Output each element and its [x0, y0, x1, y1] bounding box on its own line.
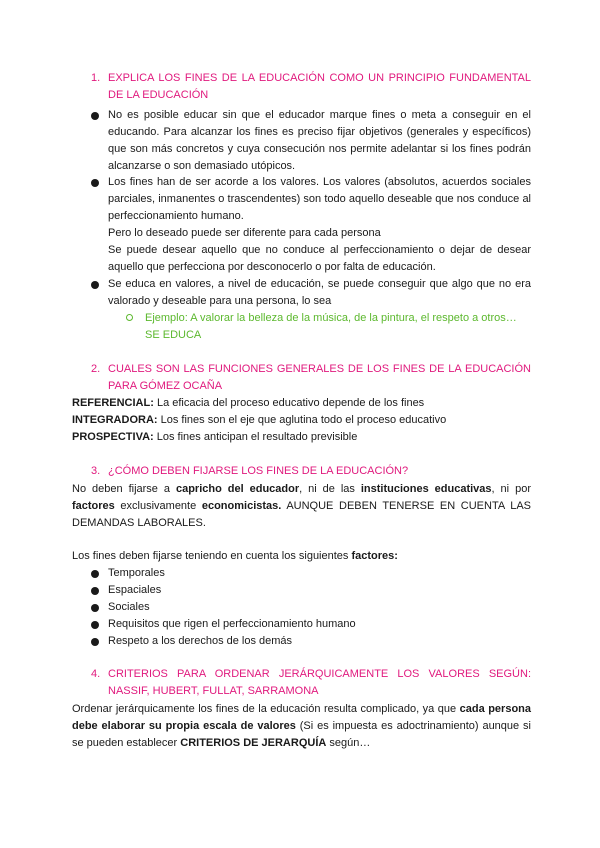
function-label: REFERENCIAL: — [72, 397, 154, 409]
section-1-example: Ejemplo: A valorar la belleza de la música, de la pintura, el respeto a otros… SE EDUCA — [145, 312, 517, 341]
section-1-heading — [91, 70, 531, 104]
section-1-line-b: Se puede desear aquello que no conduce al perfeccionamiento o dejar de desear aquello que perfecciona por desconocerlo o por falta de educación. — [108, 244, 531, 273]
sub-bullet-icon — [126, 314, 133, 321]
function-label: PROSPECTIVA: — [72, 431, 154, 443]
factor-item: Respeto a los derechos de los demás — [108, 635, 293, 647]
text-run: , ni de las — [299, 483, 361, 495]
function-text: Los fines son el eje que aglutina todo el proceso educativo — [157, 414, 447, 426]
text-run-bold: capricho del educador — [175, 483, 300, 495]
factor-item: Requisitos que rigen el perfeccionamiento humano — [108, 618, 356, 630]
function-referencial — [72, 395, 532, 412]
bullet-icon — [91, 570, 99, 578]
text-run-bold: instituciones educativas — [360, 483, 492, 495]
section-3-heading — [91, 463, 531, 480]
text-run-bold: factores — [72, 500, 115, 512]
section-2-title: CUALES SON LAS FUNCIONES GENERALES DE LOS FINES DE LA EDUCACIÓN PARA GÓMEZ OCAÑA — [108, 363, 531, 392]
section-4-number: 4. — [91, 668, 101, 680]
bullet-icon — [91, 587, 99, 595]
section-1-bullet-2: Los fines han de ser acorde a los valores. Los valores (absolutos, acuerdos sociales parciales, inmanentes o trascendentes) son todo aquello deseable que nos conduce al perfeccionamiento humano. — [108, 176, 531, 222]
text-run-bold: cada persona debe elaborar su propia escala de valores — [72, 703, 532, 732]
text-run-bold: CRITERIOS DE JERARQUÍA — [180, 737, 327, 749]
text-run: según… — [326, 737, 371, 749]
section-3-number: 3. — [91, 465, 101, 477]
text-run-bold: economicistas. — [201, 500, 282, 512]
section-2-number: 2. — [91, 363, 101, 375]
text-run: , ni por — [491, 483, 531, 495]
section-4-heading — [91, 666, 531, 700]
function-prospectiva — [72, 429, 532, 446]
factor-item: Temporales — [108, 567, 165, 579]
text-run: (Si es impuesta es adoctrinamiento) aunque si se pueden establecer — [72, 720, 531, 749]
section-1-title: EXPLICA LOS FINES DE LA EDUCACIÓN COMO UN PRINCIPIO FUNDAMENTAL DE LA EDUCACIÓN — [108, 72, 531, 101]
bullet-icon — [91, 604, 99, 612]
bullet-icon — [91, 621, 99, 629]
text-run: exclusivamente — [114, 500, 202, 512]
section-1-number: 1. — [91, 72, 101, 84]
text-run: Los fines deben fijarse teniendo en cuenta los siguientes — [72, 550, 352, 562]
section-3-title: ¿CÓMO DEBEN FIJARSE LOS FINES DE LA EDUCACIÓN? — [108, 465, 409, 477]
text-run: AUNQUE DEBEN TENERSE EN CUENTA LAS DEMANDAS LABORALES. — [72, 500, 531, 529]
bullet-icon — [91, 179, 99, 187]
section-2-heading — [91, 361, 531, 395]
text-run: Ordenar jerárquicamente los fines de la educación resulta complicado, ya que — [72, 703, 460, 715]
text-run: No deben fijarse a — [72, 483, 176, 495]
section-1-bullet-1: No es posible educar sin que el educador marque fines o meta a conseguir en el educando. Para alcanzar los fines es preciso fijar objetivos (generales y específicos) que son más concretos y cuya consecución nos permite adelantar si los fines podrán alcanzarse o son demasiado utópicos. — [108, 109, 531, 172]
section-4-title: CRITERIOS PARA ORDENAR JERÁRQUICAMENTE LOS VALORES SEGÚN: NASSIF, HUBERT, FULLAT, SARRAMONA — [108, 668, 531, 697]
function-label: INTEGRADORA: — [72, 414, 158, 426]
section-3-paragraph-1 — [72, 481, 531, 532]
bullet-icon — [91, 281, 99, 289]
section-1-line-a: Pero lo deseado puede ser diferente para cada persona — [108, 227, 381, 239]
bullet-icon — [91, 638, 99, 646]
function-text: La eficacia del proceso educativo depende de los fines — [153, 397, 425, 409]
function-text: Los fines anticipan el resultado previsible — [153, 431, 358, 443]
factor-item: Espaciales — [108, 584, 162, 596]
section-3-paragraph-2 — [72, 548, 531, 565]
section-1-bullet-3: Se educa en valores, a nivel de educación, se puede conseguir que algo que no era valorado y deseable para una persona, lo sea — [108, 278, 531, 307]
function-integradora — [72, 412, 532, 429]
section-4-paragraph — [72, 701, 531, 752]
text-run-bold: factores: — [351, 550, 398, 562]
factor-item: Sociales — [108, 601, 150, 613]
bullet-icon — [91, 112, 99, 120]
